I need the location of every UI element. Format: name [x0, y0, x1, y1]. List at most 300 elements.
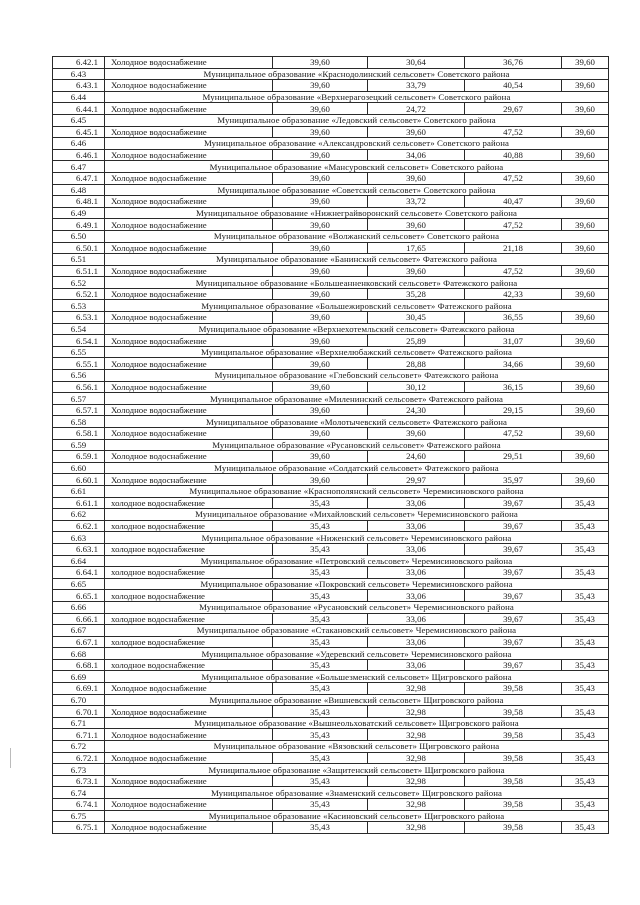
tariff-row — [53, 57, 609, 69]
service-name: Холодное водоснабжение — [105, 80, 273, 92]
tariff-value-1: 39,60 — [273, 126, 368, 138]
row-number: 6.70 — [53, 694, 105, 706]
row-number: 6.48 — [53, 184, 105, 196]
service-name: Холодное водоснабжение — [105, 474, 273, 486]
tariff-value-4: 39,60 — [562, 358, 609, 370]
municipality-row — [53, 323, 609, 335]
tariff-value-2: 30,45 — [368, 312, 465, 324]
row-number: 6.63.1 — [53, 543, 105, 555]
tariff-value-2: 32,98 — [368, 683, 465, 695]
tariff-value-4: 39,60 — [562, 57, 609, 69]
service-name: Холодное водоснабжение — [105, 219, 273, 231]
tariff-row — [53, 242, 609, 254]
tariff-value-3: 39,58 — [465, 822, 562, 834]
tariff-value-2: 32,98 — [368, 706, 465, 718]
tariff-value-3: 47,52 — [465, 219, 562, 231]
municipality-name: Муниципальное образование «Русановский сельсовет» Черемисиновского района — [105, 601, 609, 613]
row-number: 6.46 — [53, 138, 105, 150]
service-name: Холодное водоснабжение — [105, 196, 273, 208]
row-number: 6.52.1 — [53, 288, 105, 300]
tariff-value-2: 25,89 — [368, 335, 465, 347]
municipality-name: Муниципальное образование «Защитенский сельсовет» Щигровского района — [105, 764, 609, 776]
tariff-value-3: 39,67 — [465, 497, 562, 509]
tariff-value-4: 35,43 — [562, 775, 609, 787]
municipality-row — [53, 717, 609, 729]
municipality-name: Муниципальное образование «Ниженский сельсовет» Черемисиновского района — [105, 532, 609, 544]
tariff-value-4: 39,60 — [562, 242, 609, 254]
tariff-row — [53, 288, 609, 300]
municipality-row — [53, 161, 609, 173]
tariff-value-3: 39,67 — [465, 659, 562, 671]
row-number: 6.68 — [53, 648, 105, 660]
tariff-value-2: 34,06 — [368, 149, 465, 161]
municipality-name: Муниципальное образование «Касиновский сельсовет» Щигровского района — [105, 810, 609, 822]
row-number: 6.43 — [53, 68, 105, 80]
tariff-row — [53, 358, 609, 370]
tariff-value-3: 40,88 — [465, 149, 562, 161]
tariff-row — [53, 428, 609, 440]
municipality-name: Муниципальное образование «Вышнеольховатский сельсовет» Щигровского района — [105, 717, 609, 729]
tariff-value-3: 39,67 — [465, 636, 562, 648]
tariff-value-2: 17,65 — [368, 242, 465, 254]
tariff-value-1: 35,43 — [273, 590, 368, 602]
tariff-value-2: 32,98 — [368, 775, 465, 787]
municipality-row — [53, 764, 609, 776]
row-number: 6.50.1 — [53, 242, 105, 254]
tariff-value-3: 39,58 — [465, 706, 562, 718]
municipality-row — [53, 439, 609, 451]
row-number: 6.53 — [53, 300, 105, 312]
tariff-value-3: 47,52 — [465, 428, 562, 440]
service-name: Холодное водоснабжение — [105, 451, 273, 463]
row-number: 6.75 — [53, 810, 105, 822]
tariff-value-2: 24,60 — [368, 451, 465, 463]
row-number: 6.56 — [53, 370, 105, 382]
tariff-value-4: 35,43 — [562, 706, 609, 718]
municipality-name: Муниципальное образование «Ледовский сельсовет» Советского района — [105, 114, 609, 126]
tariff-value-3: 31,07 — [465, 335, 562, 347]
row-number: 6.53.1 — [53, 312, 105, 324]
service-name: Холодное водоснабжение — [105, 172, 273, 184]
tariff-value-3: 39,67 — [465, 543, 562, 555]
tariff-value-4: 39,60 — [562, 474, 609, 486]
row-number: 6.46.1 — [53, 149, 105, 161]
tariff-row — [53, 451, 609, 463]
tariff-value-4: 39,60 — [562, 219, 609, 231]
municipality-row — [53, 370, 609, 382]
municipality-row — [53, 207, 609, 219]
row-number: 6.58.1 — [53, 428, 105, 440]
tariff-value-4: 35,43 — [562, 520, 609, 532]
row-number: 6.60.1 — [53, 474, 105, 486]
municipality-name: Муниципальное образование «Большежировский сельсовет» Фатежского района — [105, 300, 609, 312]
tariff-value-1: 35,43 — [273, 683, 368, 695]
tariff-value-4: 39,60 — [562, 335, 609, 347]
tariff-value-4: 35,43 — [562, 799, 609, 811]
municipality-row — [53, 300, 609, 312]
service-name: Холодное водоснабжение — [105, 683, 273, 695]
tariff-row — [53, 172, 609, 184]
tariff-value-2: 33,06 — [368, 520, 465, 532]
row-number: 6.70.1 — [53, 706, 105, 718]
municipality-name: Муниципальное образование «Солдатский сельсовет» Фатежского района — [105, 462, 609, 474]
municipality-name: Муниципальное образование «Мансуровский сельсовет» Советского района — [105, 161, 609, 173]
tariff-value-4: 39,60 — [562, 428, 609, 440]
row-number: 6.73 — [53, 764, 105, 776]
tariff-row — [53, 729, 609, 741]
tariff-value-3: 39,58 — [465, 729, 562, 741]
row-number: 6.44 — [53, 91, 105, 103]
tariff-row — [53, 149, 609, 161]
tariff-value-2: 33,06 — [368, 567, 465, 579]
tariff-value-1: 39,60 — [273, 103, 368, 115]
municipality-row — [53, 810, 609, 822]
service-name: холодное водоснабжение — [105, 613, 273, 625]
row-number: 6.64 — [53, 555, 105, 567]
tariff-value-2: 39,60 — [368, 428, 465, 440]
tariff-value-2: 35,28 — [368, 288, 465, 300]
tariff-value-3: 34,66 — [465, 358, 562, 370]
tariff-value-4: 35,43 — [562, 659, 609, 671]
service-name: Холодное водоснабжение — [105, 822, 273, 834]
tariff-row — [53, 752, 609, 764]
municipality-name: Муниципальное образование «Михайловский сельсовет» Черемисиновского района — [105, 509, 609, 521]
municipality-name: Муниципальное образование «Русановский сельсовет» Фатежского района — [105, 439, 609, 451]
service-name: Холодное водоснабжение — [105, 335, 273, 347]
row-number: 6.51 — [53, 254, 105, 266]
row-number: 6.55 — [53, 346, 105, 358]
service-name: Холодное водоснабжение — [105, 729, 273, 741]
service-name: холодное водоснабжение — [105, 520, 273, 532]
municipality-row — [53, 509, 609, 521]
service-name: Холодное водоснабжение — [105, 126, 273, 138]
tariff-value-4: 39,60 — [562, 381, 609, 393]
service-name: Холодное водоснабжение — [105, 242, 273, 254]
tariff-value-3: 39,58 — [465, 775, 562, 787]
tariff-row — [53, 613, 609, 625]
tariff-value-2: 33,06 — [368, 659, 465, 671]
municipality-name: Муниципальное образование «Петровский сельсовет» Черемисиновского района — [105, 555, 609, 567]
municipality-name: Муниципальное образование «Волжанский сельсовет» Советского района — [105, 230, 609, 242]
municipality-name: Муниципальное образование «Стакановский сельсовет» Черемисиновского района — [105, 625, 609, 637]
tariff-value-1: 39,60 — [273, 451, 368, 463]
tariff-value-4: 39,60 — [562, 149, 609, 161]
scan-margin-mark — [10, 748, 11, 768]
municipality-row — [53, 416, 609, 428]
tariff-row — [53, 126, 609, 138]
tariff-value-2: 32,98 — [368, 752, 465, 764]
tariff-value-1: 35,43 — [273, 613, 368, 625]
municipality-row — [53, 114, 609, 126]
tariff-row — [53, 196, 609, 208]
municipality-row — [53, 485, 609, 497]
municipality-name: Муниципальное образование «Банинский сельсовет» Фатежского района — [105, 254, 609, 266]
municipality-name: Муниципальное образование «Глебовский сельсовет» Фатежского района — [105, 370, 609, 382]
service-name: холодное водоснабжение — [105, 497, 273, 509]
tariff-value-2: 24,72 — [368, 103, 465, 115]
municipality-name: Муниципальное образование «Вязовский сельсовет» Щигровского района — [105, 741, 609, 753]
row-number: 6.56.1 — [53, 381, 105, 393]
tariff-value-3: 36,55 — [465, 312, 562, 324]
tariff-value-1: 39,60 — [273, 428, 368, 440]
service-name: Холодное водоснабжение — [105, 103, 273, 115]
municipality-row — [53, 671, 609, 683]
municipality-name: Муниципальное образование «Большеанненковский сельсовет» Фатежского района — [105, 277, 609, 289]
tariff-value-2: 33,06 — [368, 590, 465, 602]
municipality-row — [53, 601, 609, 613]
row-number: 6.48.1 — [53, 196, 105, 208]
row-number: 6.54.1 — [53, 335, 105, 347]
tariff-row — [53, 265, 609, 277]
municipality-name: Муниципальное образование «Вишневский сельсовет» Щигровского района — [105, 694, 609, 706]
tariff-value-4: 35,43 — [562, 497, 609, 509]
service-name: Холодное водоснабжение — [105, 149, 273, 161]
row-number: 6.66.1 — [53, 613, 105, 625]
tariff-value-3: 29,67 — [465, 103, 562, 115]
tariff-row — [53, 775, 609, 787]
service-name: Холодное водоснабжение — [105, 775, 273, 787]
row-number: 6.59.1 — [53, 451, 105, 463]
municipality-row — [53, 254, 609, 266]
municipality-name: Муниципальное образование «Александровский сельсовет» Советского района — [105, 138, 609, 150]
municipality-row — [53, 91, 609, 103]
municipality-row — [53, 393, 609, 405]
tariff-value-3: 36,76 — [465, 57, 562, 69]
tariff-value-1: 39,60 — [273, 288, 368, 300]
tariff-value-4: 35,43 — [562, 822, 609, 834]
service-name: Холодное водоснабжение — [105, 428, 273, 440]
row-number: 6.62.1 — [53, 520, 105, 532]
municipality-name: Муниципальное образование «Нижнеграйворонский сельсовет» Советского района — [105, 207, 609, 219]
tariff-value-1: 35,43 — [273, 799, 368, 811]
tariff-value-4: 39,60 — [562, 80, 609, 92]
tariff-value-1: 39,60 — [273, 381, 368, 393]
service-name: холодное водоснабжение — [105, 543, 273, 555]
municipality-name: Муниципальное образование «Знаменский сельсовет» Щигровского района — [105, 787, 609, 799]
municipality-name: Муниципальное образование «Верхнелюбажский сельсовет» Фатежского района — [105, 346, 609, 358]
tariff-value-3: 39,58 — [465, 683, 562, 695]
row-number: 6.45.1 — [53, 126, 105, 138]
service-name: холодное водоснабжение — [105, 567, 273, 579]
service-name: Холодное водоснабжение — [105, 288, 273, 300]
tariff-value-2: 30,12 — [368, 381, 465, 393]
tariff-value-2: 33,06 — [368, 543, 465, 555]
row-number: 6.74.1 — [53, 799, 105, 811]
tariff-row — [53, 219, 609, 231]
row-number: 6.69.1 — [53, 683, 105, 695]
tariff-value-3: 21,18 — [465, 242, 562, 254]
row-number: 6.61 — [53, 485, 105, 497]
row-number: 6.61.1 — [53, 497, 105, 509]
row-number: 6.69 — [53, 671, 105, 683]
service-name: Холодное водоснабжение — [105, 381, 273, 393]
row-number: 6.75.1 — [53, 822, 105, 834]
row-number: 6.42.1 — [53, 57, 105, 69]
tariff-value-2: 33,06 — [368, 613, 465, 625]
tariff-value-4: 35,43 — [562, 683, 609, 695]
municipality-name: Муниципальное образование «Краснополянский сельсовет» Черемисиновского района — [105, 485, 609, 497]
tariff-row — [53, 103, 609, 115]
row-number: 6.47 — [53, 161, 105, 173]
tariff-row — [53, 567, 609, 579]
tariff-row — [53, 80, 609, 92]
tariff-value-1: 39,60 — [273, 219, 368, 231]
municipality-name: Муниципальное образование «Молотычевский сельсовет» Фатежского района — [105, 416, 609, 428]
row-number: 6.43.1 — [53, 80, 105, 92]
tariff-value-1: 39,60 — [273, 57, 368, 69]
tariff-value-2: 32,98 — [368, 729, 465, 741]
row-number: 6.67.1 — [53, 636, 105, 648]
tariff-value-1: 39,60 — [273, 242, 368, 254]
tariff-value-4: 35,43 — [562, 567, 609, 579]
row-number: 6.63 — [53, 532, 105, 544]
municipality-name: Муниципальное образование «Советский сельсовет» Советского района — [105, 184, 609, 196]
tariff-value-4: 35,43 — [562, 729, 609, 741]
tariff-value-4: 39,60 — [562, 288, 609, 300]
service-name: Холодное водоснабжение — [105, 752, 273, 764]
tariff-table-body — [53, 57, 609, 834]
row-number: 6.55.1 — [53, 358, 105, 370]
row-number: 6.65 — [53, 578, 105, 590]
row-number: 6.54 — [53, 323, 105, 335]
tariff-value-1: 39,60 — [273, 358, 368, 370]
tariff-value-1: 35,43 — [273, 822, 368, 834]
tariff-value-2: 39,60 — [368, 126, 465, 138]
tariff-value-3: 47,52 — [465, 172, 562, 184]
tariff-value-1: 39,60 — [273, 312, 368, 324]
tariff-value-1: 39,60 — [273, 474, 368, 486]
row-number: 6.44.1 — [53, 103, 105, 115]
tariff-value-1: 35,43 — [273, 497, 368, 509]
tariff-value-3: 29,51 — [465, 451, 562, 463]
tariff-value-3: 47,52 — [465, 126, 562, 138]
tariff-value-4: 35,43 — [562, 590, 609, 602]
row-number: 6.49.1 — [53, 219, 105, 231]
row-number: 6.65.1 — [53, 590, 105, 602]
tariff-value-2: 32,98 — [368, 799, 465, 811]
municipality-name: Муниципальное образование «Большезменский сельсовет» Щигровского района — [105, 671, 609, 683]
tariff-value-4: 39,60 — [562, 265, 609, 277]
municipality-name: Муниципальное образование «Верхнехотемльский сельсовет» Фатежского района — [105, 323, 609, 335]
tariff-value-2: 33,06 — [368, 497, 465, 509]
municipality-row — [53, 184, 609, 196]
tariff-value-2: 32,98 — [368, 822, 465, 834]
tariff-table — [52, 56, 609, 834]
municipality-row — [53, 277, 609, 289]
municipality-row — [53, 532, 609, 544]
tariff-row — [53, 659, 609, 671]
row-number: 6.73.1 — [53, 775, 105, 787]
service-name: Холодное водоснабжение — [105, 358, 273, 370]
service-name: холодное водоснабжение — [105, 659, 273, 671]
tariff-value-2: 29,97 — [368, 474, 465, 486]
tariff-value-2: 30,64 — [368, 57, 465, 69]
row-number: 6.51.1 — [53, 265, 105, 277]
tariff-row — [53, 312, 609, 324]
municipality-row — [53, 694, 609, 706]
tariff-value-1: 39,60 — [273, 196, 368, 208]
tariff-value-3: 36,15 — [465, 381, 562, 393]
service-name: холодное водоснабжение — [105, 590, 273, 602]
tariff-value-2: 33,79 — [368, 80, 465, 92]
tariff-value-4: 39,60 — [562, 126, 609, 138]
municipality-row — [53, 462, 609, 474]
tariff-value-2: 33,72 — [368, 196, 465, 208]
tariff-value-1: 39,60 — [273, 265, 368, 277]
row-number: 6.72.1 — [53, 752, 105, 764]
tariff-value-1: 39,60 — [273, 172, 368, 184]
tariff-value-2: 39,60 — [368, 265, 465, 277]
service-name: Холодное водоснабжение — [105, 57, 273, 69]
tariff-value-3: 29,15 — [465, 404, 562, 416]
municipality-name: Муниципальное образование «Краснодолинский сельсовет» Советского района — [105, 68, 609, 80]
tariff-row — [53, 636, 609, 648]
row-number: 6.68.1 — [53, 659, 105, 671]
tariff-value-1: 35,43 — [273, 520, 368, 532]
tariff-value-4: 39,60 — [562, 196, 609, 208]
tariff-row — [53, 799, 609, 811]
tariff-value-4: 35,43 — [562, 752, 609, 764]
service-name: Холодное водоснабжение — [105, 706, 273, 718]
tariff-value-2: 33,06 — [368, 636, 465, 648]
row-number: 6.72 — [53, 741, 105, 753]
row-number: 6.52 — [53, 277, 105, 289]
tariff-value-2: 24,30 — [368, 404, 465, 416]
municipality-row — [53, 625, 609, 637]
row-number: 6.71.1 — [53, 729, 105, 741]
tariff-value-1: 35,43 — [273, 706, 368, 718]
tariff-value-1: 35,43 — [273, 636, 368, 648]
row-number: 6.45 — [53, 114, 105, 126]
tariff-value-3: 39,67 — [465, 590, 562, 602]
municipality-row — [53, 648, 609, 660]
tariff-row — [53, 520, 609, 532]
tariff-value-1: 35,43 — [273, 543, 368, 555]
tariff-value-4: 35,43 — [562, 543, 609, 555]
tariff-value-1: 39,60 — [273, 80, 368, 92]
municipality-row — [53, 230, 609, 242]
tariff-value-4: 39,60 — [562, 172, 609, 184]
row-number: 6.58 — [53, 416, 105, 428]
tariff-value-1: 39,60 — [273, 149, 368, 161]
row-number: 6.62 — [53, 509, 105, 521]
municipality-row — [53, 741, 609, 753]
tariff-value-4: 35,43 — [562, 613, 609, 625]
tariff-row — [53, 404, 609, 416]
tariff-value-1: 35,43 — [273, 775, 368, 787]
row-number: 6.74 — [53, 787, 105, 799]
row-number: 6.49 — [53, 207, 105, 219]
tariff-row — [53, 706, 609, 718]
tariff-value-3: 39,67 — [465, 613, 562, 625]
tariff-value-1: 35,43 — [273, 567, 368, 579]
tariff-row — [53, 683, 609, 695]
tariff-value-2: 28,88 — [368, 358, 465, 370]
row-number: 6.60 — [53, 462, 105, 474]
tariff-row — [53, 543, 609, 555]
tariff-row — [53, 381, 609, 393]
row-number: 6.67 — [53, 625, 105, 637]
tariff-value-1: 39,60 — [273, 404, 368, 416]
municipality-row — [53, 138, 609, 150]
municipality-name: Муниципальное образование «Удеревский сельсовет» Черемисиновского района — [105, 648, 609, 660]
tariff-value-4: 39,60 — [562, 312, 609, 324]
tariff-value-4: 39,60 — [562, 103, 609, 115]
tariff-value-3: 42,33 — [465, 288, 562, 300]
municipality-name: Муниципальное образование «Верхнерагозецкий сельсовет» Советского района — [105, 91, 609, 103]
tariff-value-1: 35,43 — [273, 752, 368, 764]
tariff-value-3: 39,58 — [465, 752, 562, 764]
